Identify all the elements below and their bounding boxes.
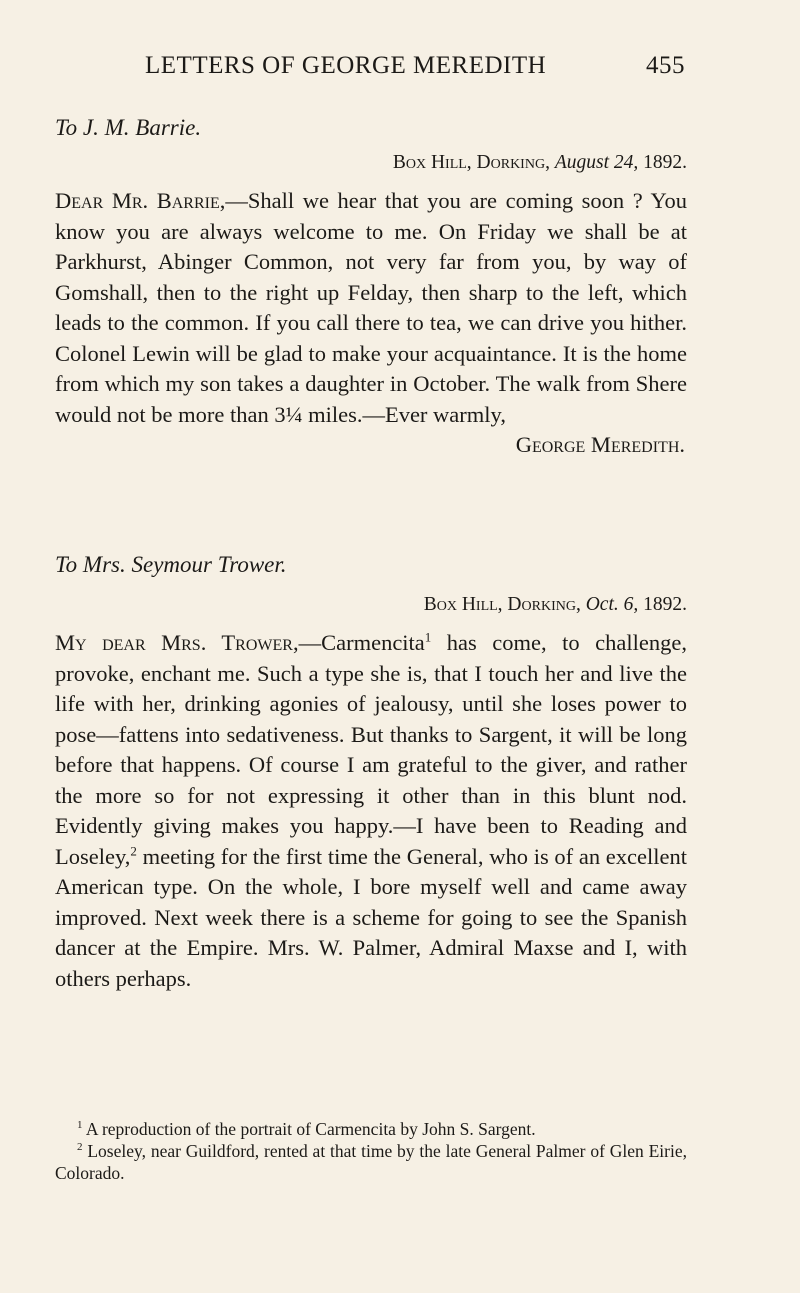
letter2-dateline xyxy=(424,594,687,616)
letter1-signature: George Meredith. xyxy=(515,432,685,457)
letter1-dateline-place: Box Hill, Dorking, xyxy=(392,152,550,173)
letter2-dateline-year: 1892. xyxy=(643,594,687,615)
letter2-salutation: My dear Mrs. Trower, xyxy=(55,630,299,655)
letter1-recipient: To J. M. Barrie. xyxy=(55,115,202,140)
letter2-recipient: To Mrs. Seymour Trower. xyxy=(55,552,287,577)
footnote-2 xyxy=(55,1140,687,1184)
footnote-1-text: A reproduction of the portrait of Carmencita by John S. Sargent. xyxy=(82,1119,536,1139)
letter1-dateline-year: 1892. xyxy=(643,152,687,173)
letter1-dateline-date: August 24, xyxy=(554,152,639,173)
footnote-2-marker: 2 xyxy=(77,1141,83,1154)
footnote-ref-1: 1 xyxy=(424,629,432,645)
letter2-dateline-date: Oct. 6, xyxy=(585,594,639,615)
letter1-body: —Shall we hear that you are coming soon ? You know you are always welcome to me. On Friday we shall be at Parkhurst, Abinger Common, not very far from you, by way of Gomshall, then to the right up Felday, then sharp to the left, which leads to the common. If you call there to tea, we can drive you hither. Colonel Lewin will be glad to make your acquaintance. It is the home from which my son takes a daughter in October. The walk from Shere would not be more than 3¼ miles.—Ever warmly, xyxy=(55,188,687,427)
page-number: 455 xyxy=(646,52,685,79)
running-head-title: LETTERS OF GEORGE MEREDITH xyxy=(145,52,547,79)
letter1-salutation: Dear Mr. Barrie, xyxy=(55,188,226,213)
letter2-body-part1: —Carmencita xyxy=(298,630,425,655)
footnote-2-text: Loseley, near Guildford, rented at that time by the late General Palmer of Glen Eirie, Colorado. xyxy=(55,1141,687,1183)
footnotes xyxy=(55,1118,687,1184)
letter1-text xyxy=(55,186,687,461)
letter1-dateline xyxy=(393,152,687,174)
letter2-body-paragraph xyxy=(55,628,687,994)
letter2-text xyxy=(55,628,687,994)
footnote-1 xyxy=(55,1118,687,1140)
letter2-dateline-place: Box Hill, Dorking, xyxy=(423,594,581,615)
letter2-body-part3: meeting for the first time the General, who is of an excellent American type. On the whole, I bore myself well and came away improved. Next week there is a scheme for going to see the Spanish dancer at the Empire. Mrs. W. Palmer, Admiral Maxse and I, with others perhaps. xyxy=(55,843,687,991)
footnote-1-marker: 1 xyxy=(77,1119,83,1132)
footnote-ref-2: 2 xyxy=(130,843,137,858)
letter1-body-paragraph xyxy=(55,186,687,430)
letter2-body-part2: has come, to challenge, provoke, enchant me. Such a type she is, that I touch her and live the life with her, drinking agonies of jealousy, until she loses power to pose—fattens into sedativeness. But thanks to Sargent, it will be long before that happens. Of course I am grateful to the giver, and rather the more so for not expressing it other than in this blunt nod. Evidently giving makes you happy.—I have been to Reading and Loseley, xyxy=(55,630,687,869)
